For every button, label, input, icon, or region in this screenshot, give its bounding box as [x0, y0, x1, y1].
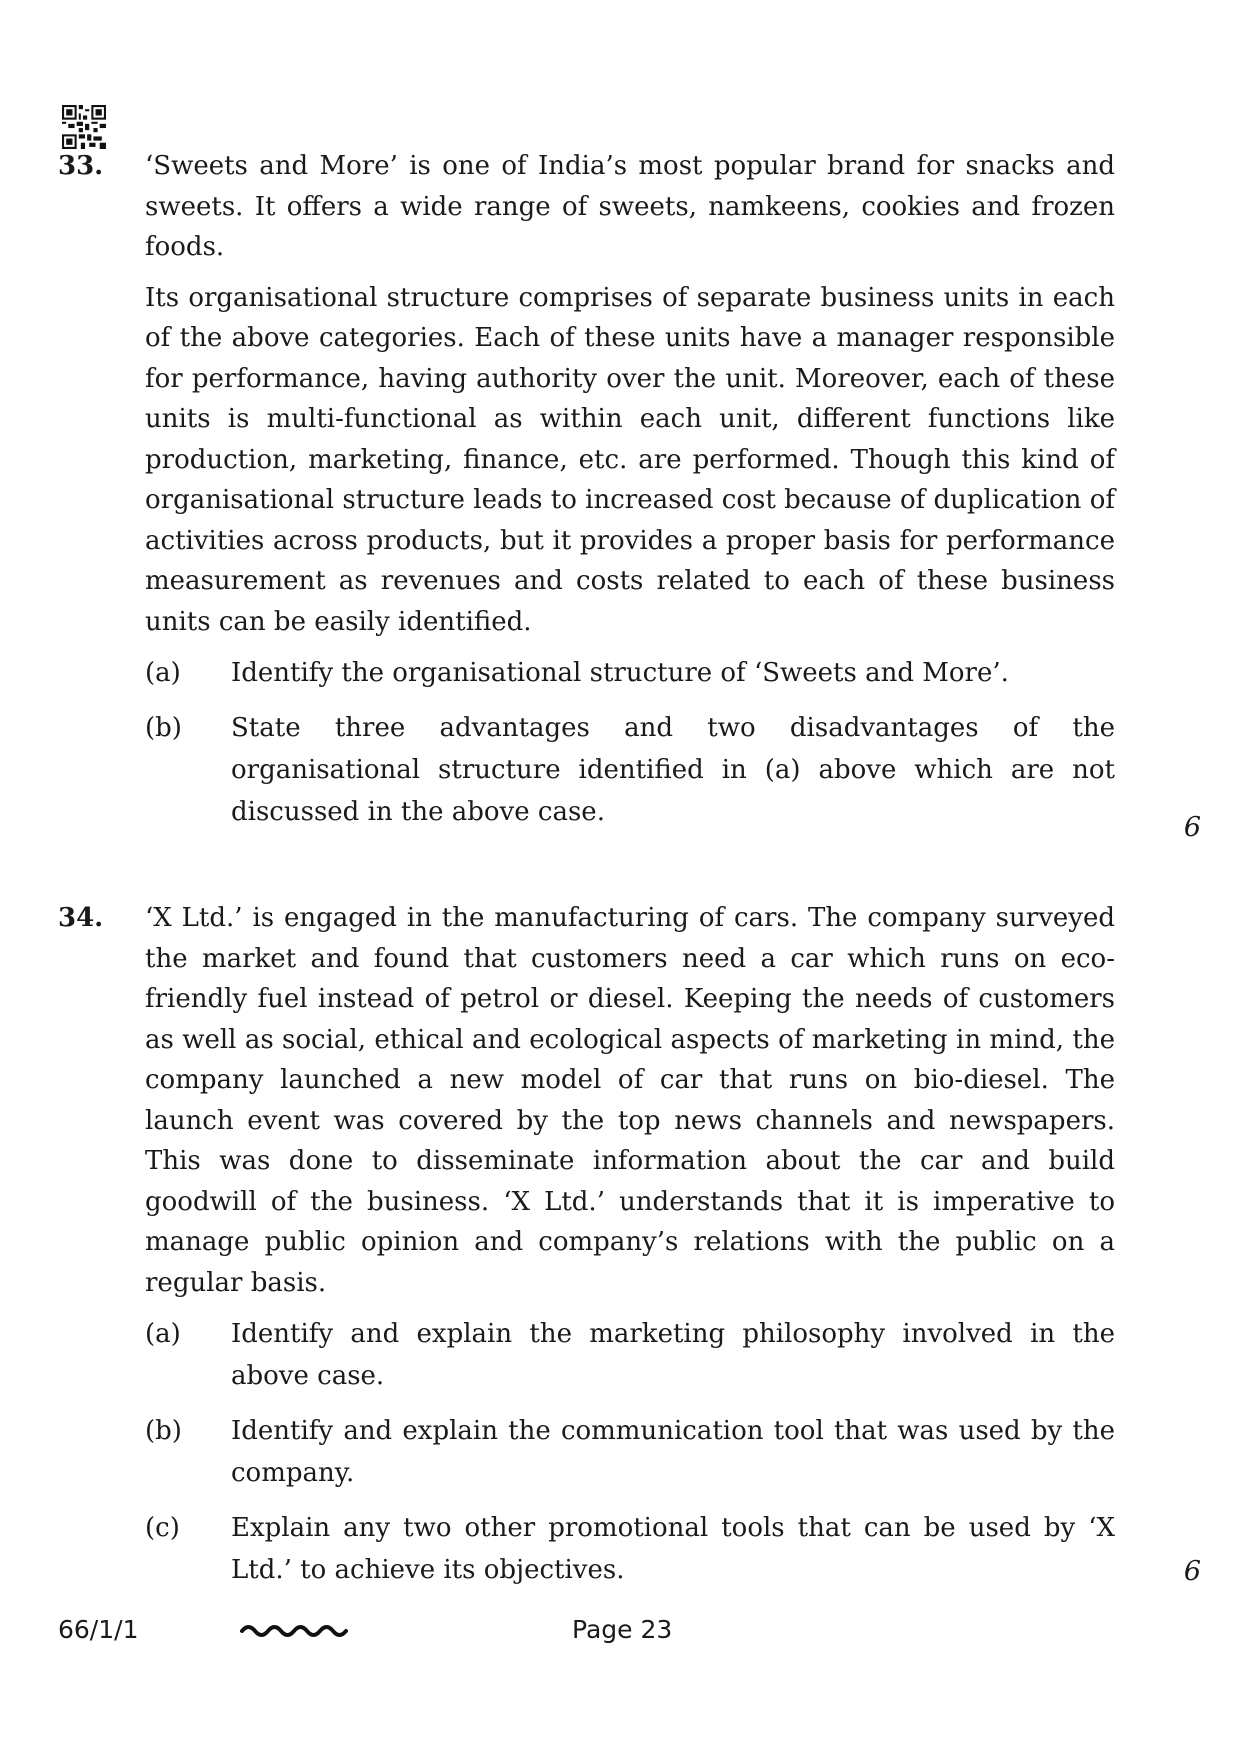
- marks-label: 6: [1183, 1556, 1201, 1587]
- paper-code: 66/1/1: [58, 1615, 139, 1644]
- wave-ornament-icon: [240, 1622, 352, 1640]
- question-body: [145, 898, 1115, 1591]
- page-number: Page 23: [572, 1615, 673, 1644]
- qr-code-icon: [62, 105, 106, 149]
- question-part: [145, 1507, 1115, 1591]
- part-label: (a): [145, 658, 181, 688]
- part-text: Identify the organisational structure of ‘Sweets and More’.: [231, 658, 1009, 688]
- part-label: (b): [145, 1416, 182, 1446]
- question-part: [145, 707, 1115, 833]
- question-paragraph: ‘Sweets and More’ is one of India’s most popular brand for snacks and sweets. It offers a wide range of sweets, namkeens, cookies and frozen foods.: [145, 151, 1115, 262]
- question-33: [58, 146, 1198, 846]
- part-label: (c): [145, 1513, 180, 1543]
- question-34: [58, 898, 1198, 1604]
- part-text: Explain any two other promotional tools that can be used by ‘X Ltd.’ to achieve its objectives.: [231, 1513, 1115, 1585]
- question-number: 33.: [58, 151, 104, 181]
- question-number: 34.: [58, 903, 104, 933]
- part-text: State three advantages and two disadvantages of the organisational structure identified in (a) above which are not discussed in the above case.: [231, 713, 1115, 827]
- marks-label: 6: [1183, 812, 1201, 843]
- question-paragraph: ‘X Ltd.’ is engaged in the manufacturing of cars. The company surveyed the market and found that customers need a car which runs on eco-friendly fuel instead of petrol or diesel. Keeping the needs of customers as well as social, ethical and ecological aspects of marketing in mind, the company launched a new model of car that runs on bio-diesel. The launch event was covered by the top news channels and newspapers. This was done to disseminate information about the car and build goodwill of the business. ‘X Ltd.’ understands that it is imperative to manage public opinion and company’s relations with the public on a regular basis.: [145, 903, 1115, 1298]
- question-part: [145, 1410, 1115, 1494]
- question-paragraph: Its organisational structure comprises of separate business units in each of the above categories. Each of these units have a manager responsible for performance, having authority over the unit. Moreover, each of these units is multi-functional as within each unit, different functions like production, marketing, finance, etc. are performed. Though this kind of organisational structure leads to increased cost because of duplication of activities across products, but it provides a proper basis for performance measurement as revenues and costs related to each of these business units can be easily identified.: [145, 282, 1115, 637]
- question-body: [145, 146, 1115, 833]
- part-label: (b): [145, 713, 182, 743]
- question-part: [145, 652, 1115, 694]
- question-part: [145, 1313, 1115, 1397]
- part-label: (a): [145, 1319, 181, 1349]
- part-text: Identify and explain the marketing philosophy involved in the above case.: [231, 1319, 1115, 1391]
- part-text: Identify and explain the communication tool that was used by the company.: [231, 1416, 1115, 1488]
